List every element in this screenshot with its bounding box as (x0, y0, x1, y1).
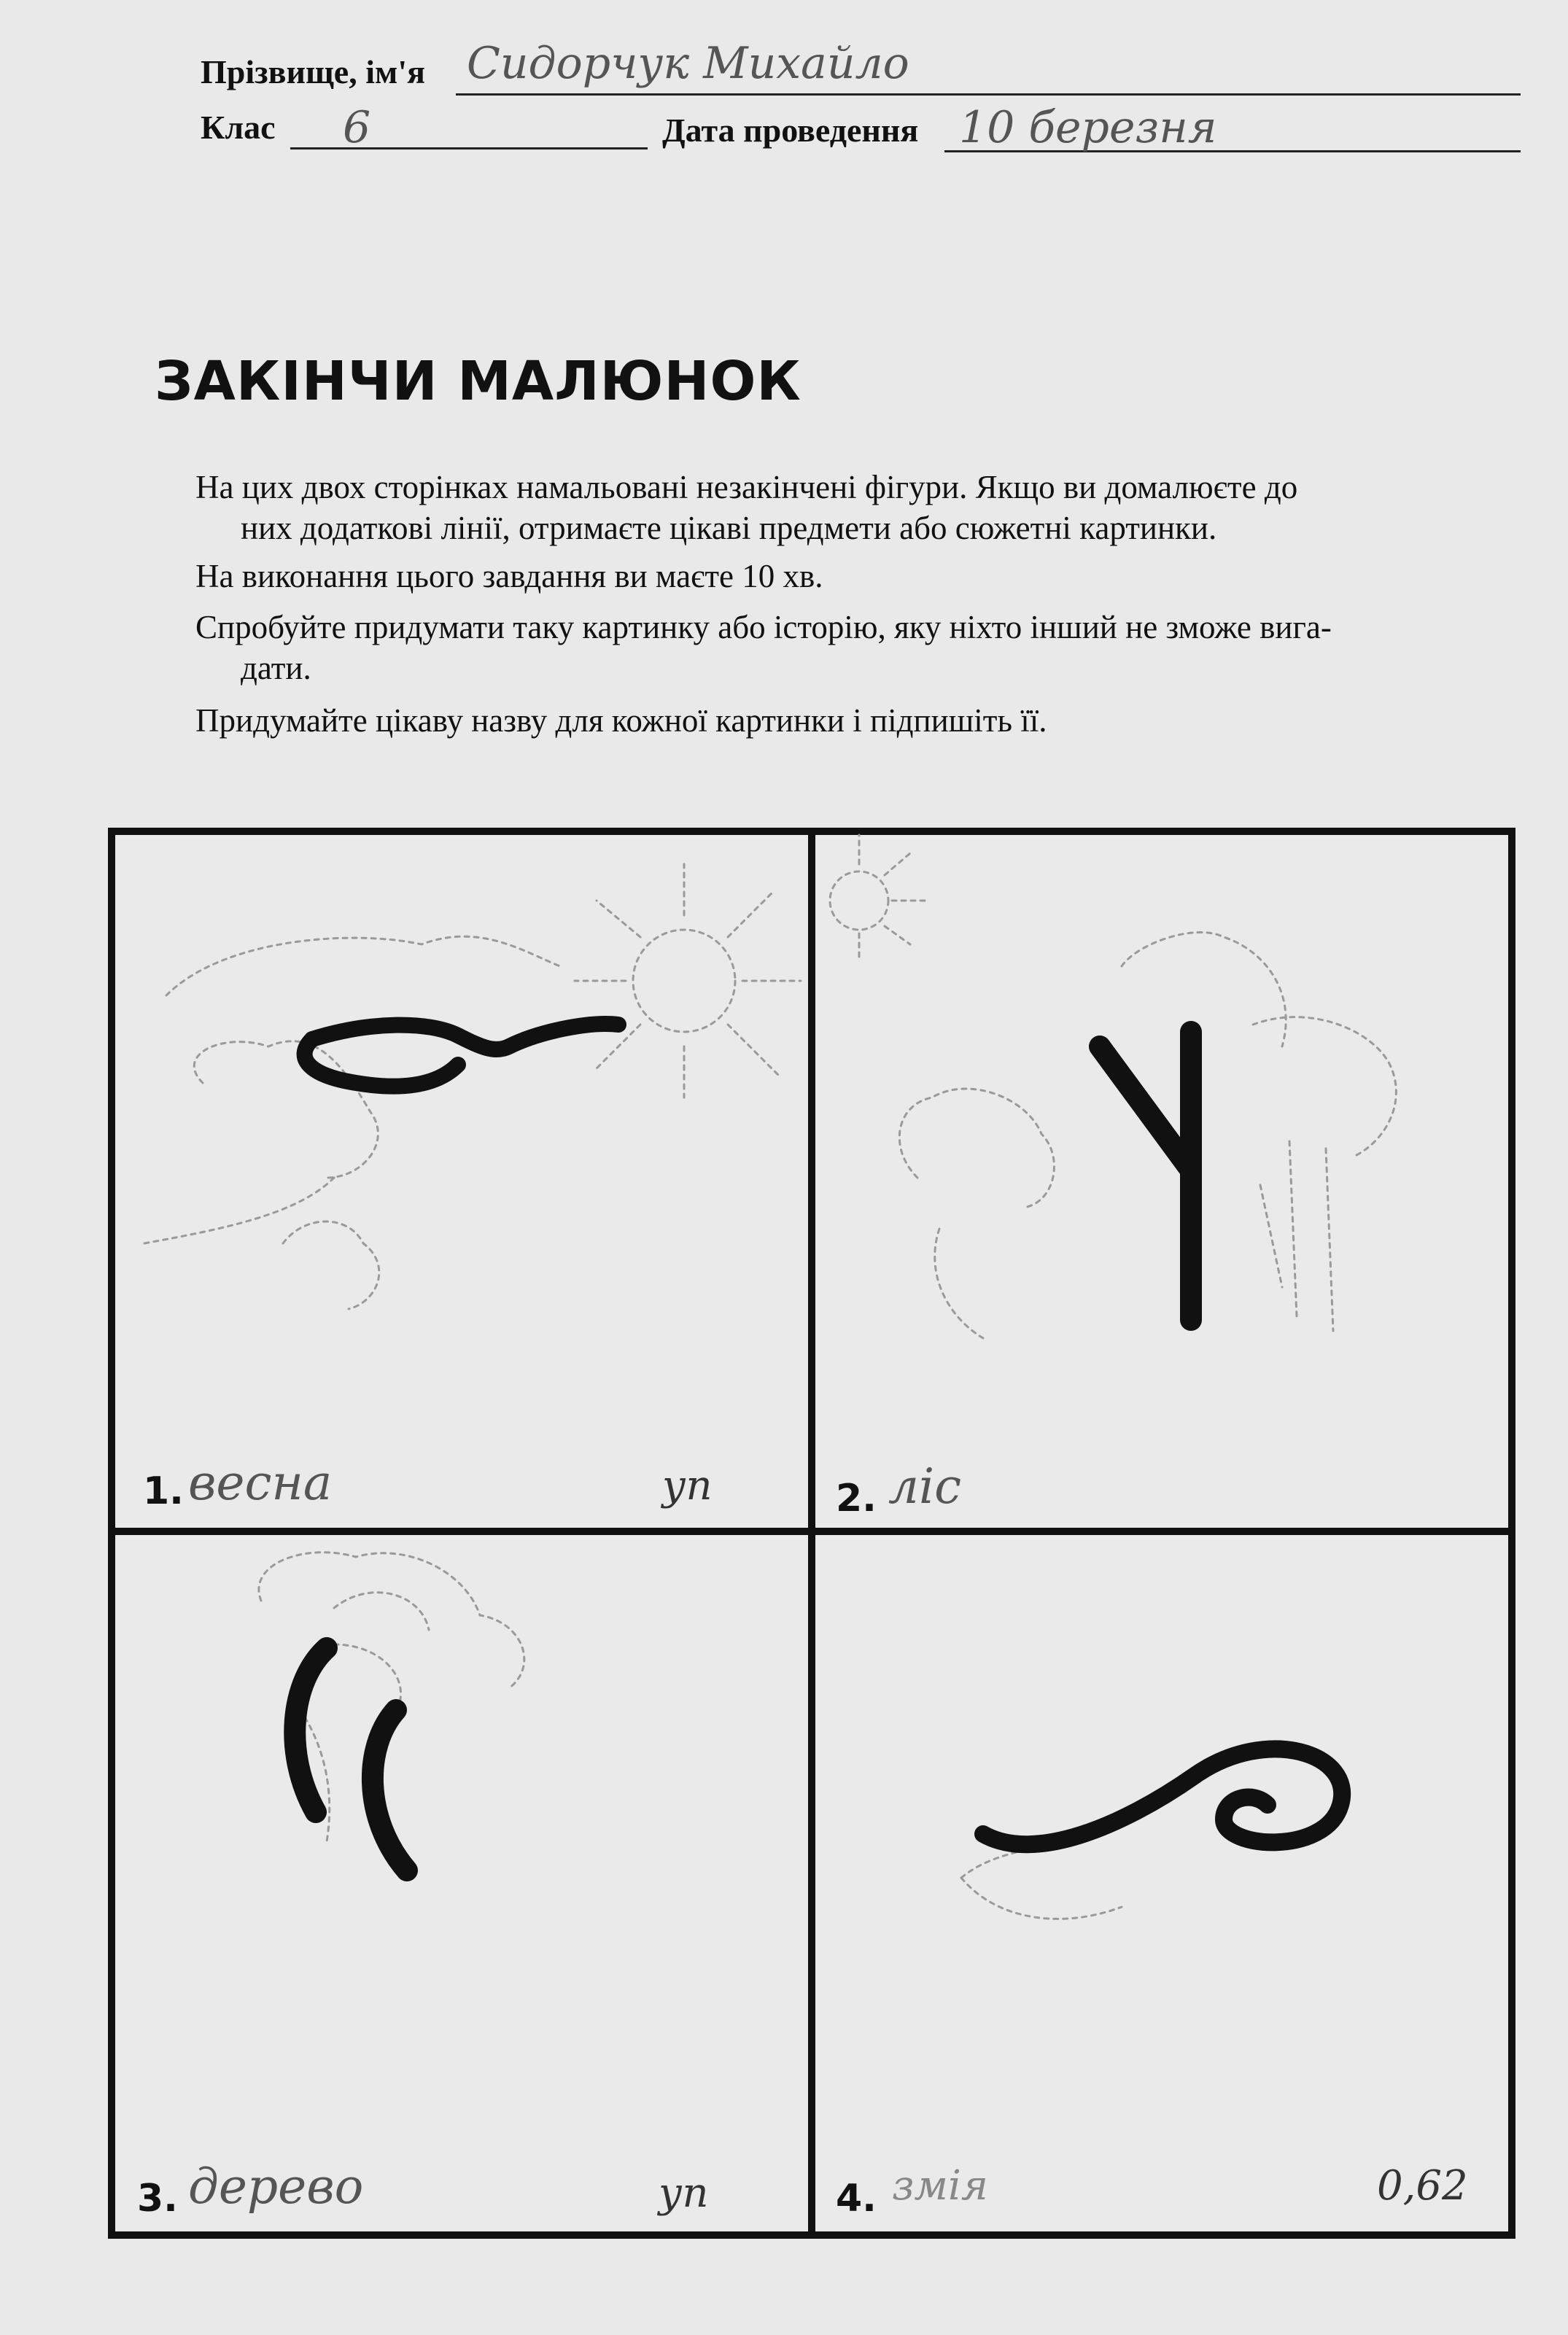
instruction-3-line-2: дати. (241, 650, 311, 686)
figure-4-mark: 0,62 (1377, 2162, 1468, 2210)
figure-3-cell (108, 1528, 815, 2239)
instruction-2: На виконання цього завдання ви маєте 10 хв. (195, 558, 823, 594)
figure-4-drawing (815, 1535, 1508, 2231)
name-handwritten: Сидорчук Михайло (467, 38, 909, 89)
instruction-1 (195, 467, 1523, 548)
figure-1-drawing (115, 835, 808, 1528)
figure-3-mark: уп (659, 2169, 709, 2217)
figure-2-cell (808, 828, 1515, 1535)
class-handwritten: 6 (343, 102, 371, 153)
figure-1-cell (108, 828, 815, 1535)
figure-1-number: 1. (143, 1469, 184, 1513)
figure-2-number: 2. (836, 1477, 877, 1520)
date-label: Дата проведення (662, 112, 919, 149)
figure-4-number: 4. (836, 2177, 877, 2221)
instruction-3-line-1: Спробуйте придумати таку картинку або історію, яку ніхто інший не зможе вига- (195, 609, 1332, 645)
figure-2-drawing (815, 835, 1508, 1528)
figure-1-caption: весна (188, 1455, 333, 1511)
class-label: Клас (201, 109, 276, 146)
date-handwritten: 10 березня (959, 102, 1217, 153)
instruction-4: Придумайте цікаву назву для кожної картинки і підпишіть її. (195, 702, 1047, 739)
drawing-grid (108, 828, 1515, 2239)
figure-1-mark: уп (662, 1462, 713, 1510)
figure-4-caption: змія (892, 2162, 988, 2210)
name-label: Прізвище, ім'я (201, 53, 426, 90)
figure-3-drawing (115, 1535, 808, 2231)
page-title: ЗАКІНЧИ МАЛЮНОК (155, 350, 802, 413)
instruction-1-line-2: них додаткові лінії, отримаєте цікаві предмети або сюжетні картинки. (241, 510, 1217, 546)
instruction-3 (195, 607, 1523, 688)
figure-3-caption: дерево (188, 2159, 364, 2215)
figure-2-caption: ліс (888, 1458, 962, 1515)
figure-4-cell (808, 1528, 1515, 2239)
instruction-1-line-1: На цих двох сторінках намальовані незакінчені фігури. Якщо ви домалюєте до (195, 469, 1298, 505)
figure-3-number: 3. (137, 2177, 178, 2221)
name-line (456, 93, 1521, 96)
